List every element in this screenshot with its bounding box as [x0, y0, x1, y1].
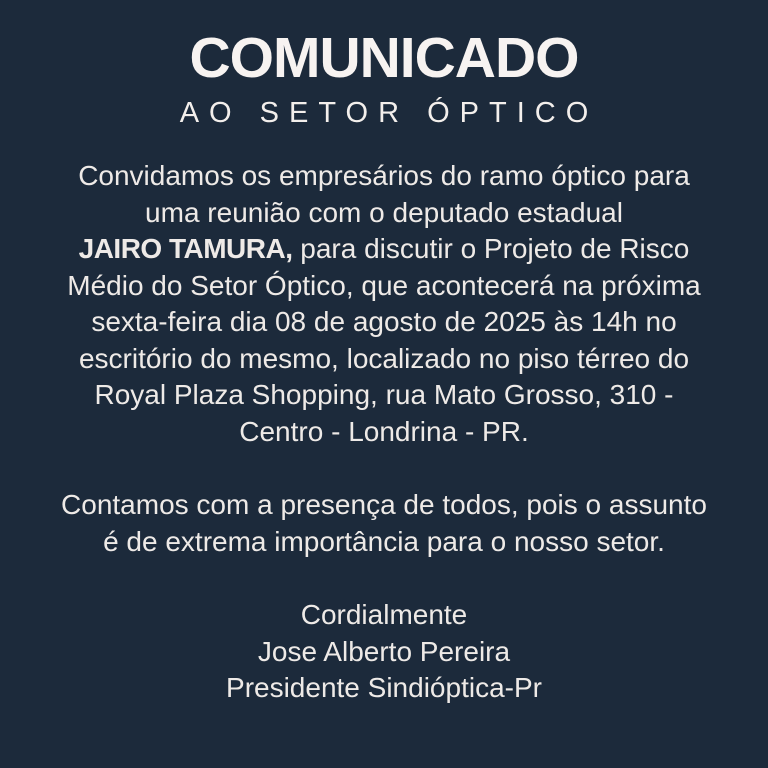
invite-line-6: escritório do mesmo, localizado no piso térreo do	[78, 342, 690, 374]
deputy-name: JAIRO TAMURA,	[78, 233, 293, 264]
invite-line-1: Convidamos os empresários do ramo óptico para	[78, 160, 690, 191]
invite-line-3: para discutir o Projeto de Risco	[292, 233, 690, 264]
paragraph-closing	[30, 487, 738, 560]
paragraph-invitation	[30, 158, 738, 450]
signature-name: Jose Alberto Pereira	[257, 635, 511, 667]
invite-line-8: Centro - Londrina - PR.	[239, 415, 529, 447]
page-subtitle: AO SETOR ÓPTICO	[179, 97, 599, 129]
invite-line-7: Royal Plaza Shopping, rua Mato Grosso, 310 -	[94, 379, 674, 410]
closing-line-2: é de extrema importância para o nosso setor.	[103, 525, 665, 557]
page-title: COMUNICADO	[189, 26, 579, 90]
signature-block	[30, 597, 738, 707]
signature-role: Presidente Sindióptica-Pr	[226, 672, 542, 703]
invite-line-4: Médio do Setor Óptico, que acontecerá na próxima	[67, 269, 701, 301]
signature-salutation: Cordialmente	[300, 599, 468, 630]
invite-line-2: uma reunião com o deputado estadual	[145, 196, 623, 228]
invite-line-5: sexta-feira dia 08 de agosto de 2025 às 14h no	[91, 306, 677, 337]
closing-line-1: Contamos com a presença de todos, pois o assunto	[61, 489, 707, 520]
